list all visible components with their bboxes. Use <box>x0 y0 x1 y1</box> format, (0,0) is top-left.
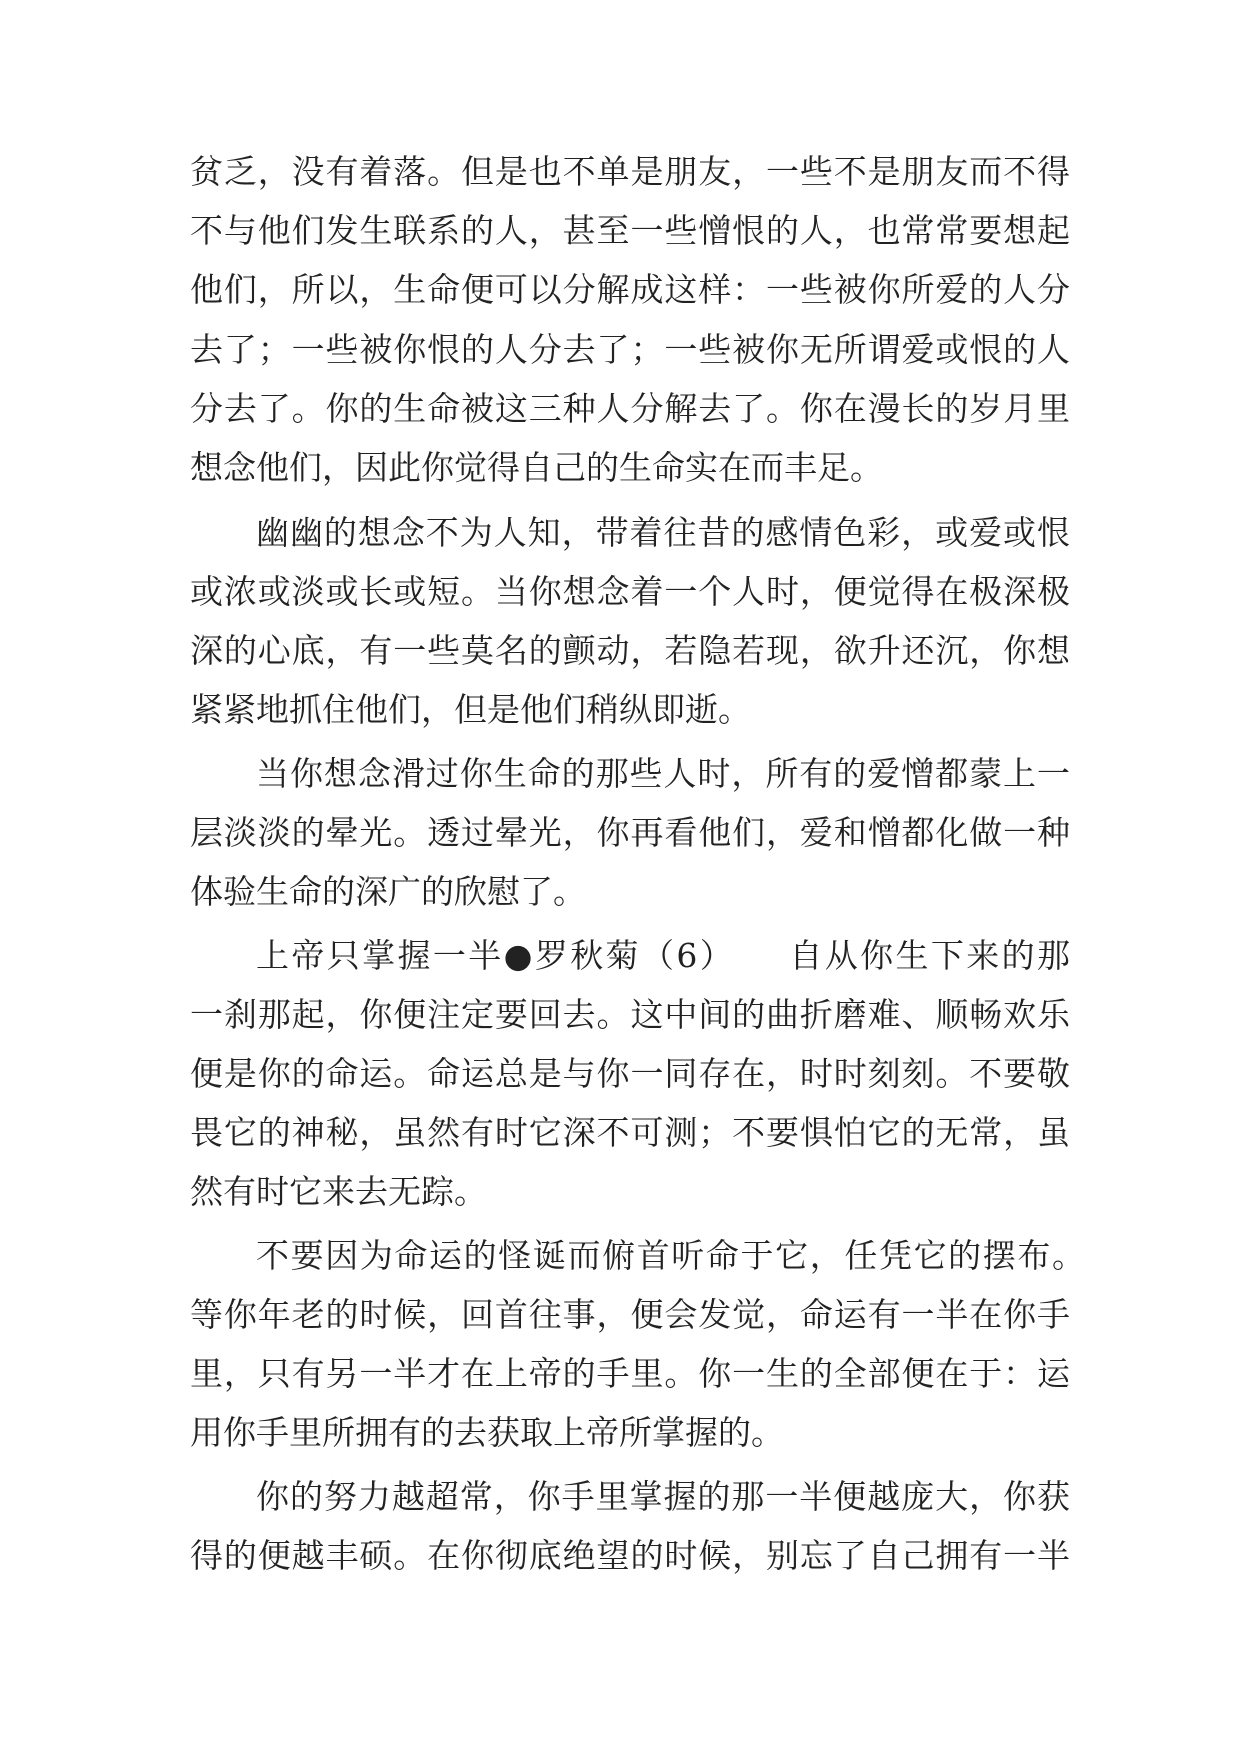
text-line: 深的心底，有一些莫名的颤动，若隐若现，欲升还沉，你想 <box>190 631 1070 670</box>
text-line: 得的便越丰硕。在你彻底绝望的时候，别忘了自己拥有一半 <box>190 1536 1070 1575</box>
text-line: 幽幽的想念不为人知，带着往昔的感情色彩，或爱或恨 <box>256 513 1070 552</box>
text-line: 不要因为命运的怪诞而俯首听命于它，任凭它的摆布。 <box>256 1236 1085 1275</box>
text-line: 当你想念滑过你生命的那些人时，所有的爱憎都蒙上一 <box>256 754 1070 793</box>
text-line: 想念他们，因此你觉得自己的生命实在而丰足。 <box>190 448 883 487</box>
text-line: 体验生命的深广的欣慰了。 <box>190 872 586 911</box>
text-line: 畏它的神秘，虽然有时它深不可测；不要惧怕它的无常，虽 <box>190 1113 1070 1152</box>
text-line: 用你手里所拥有的去获取上帝所掌握的。 <box>190 1413 784 1452</box>
text-line: 不与他们发生联系的人，甚至一些憎恨的人，也常常要想起 <box>190 211 1070 250</box>
text-line: 便是你的命运。命运总是与你一同存在，时时刻刻。不要敬 <box>190 1054 1070 1093</box>
text-line: 上帝只掌握一半●罗秋菊（6） 自从你生下来的那 <box>256 936 1070 975</box>
text-line: 等你年老的时候，回首往事，便会发觉，命运有一半在你手 <box>190 1295 1070 1334</box>
text-line: 贫乏，没有着落。但是也不单是朋友，一些不是朋友而不得 <box>190 152 1070 191</box>
text-line: 紧紧地抓住他们，但是他们稍纵即逝。 <box>190 690 751 729</box>
text-line: 分去了。你的生命被这三种人分解去了。你在漫长的岁月里 <box>190 389 1070 428</box>
text-line: 一刹那起，你便注定要回去。这中间的曲折磨难、顺畅欢乐 <box>190 995 1070 1034</box>
text-line: 层淡淡的晕光。透过晕光，你再看他们，爱和憎都化做一种 <box>190 813 1070 852</box>
text-line: 或浓或淡或长或短。当你想念着一个人时，便觉得在极深极 <box>190 572 1070 611</box>
text-line: 他们，所以，生命便可以分解成这样：一些被你所爱的人分 <box>190 270 1070 309</box>
text-line: 里，只有另一半才在上帝的手里。你一生的全部便在于：运 <box>190 1354 1070 1393</box>
text-line: 去了；一些被你恨的人分去了；一些被你无所谓爱或恨的人 <box>190 330 1070 369</box>
text-line: 你的努力越超常，你手里掌握的那一半便越庞大，你获 <box>256 1477 1070 1516</box>
text-line: 然有时它来去无踪。 <box>190 1172 487 1211</box>
